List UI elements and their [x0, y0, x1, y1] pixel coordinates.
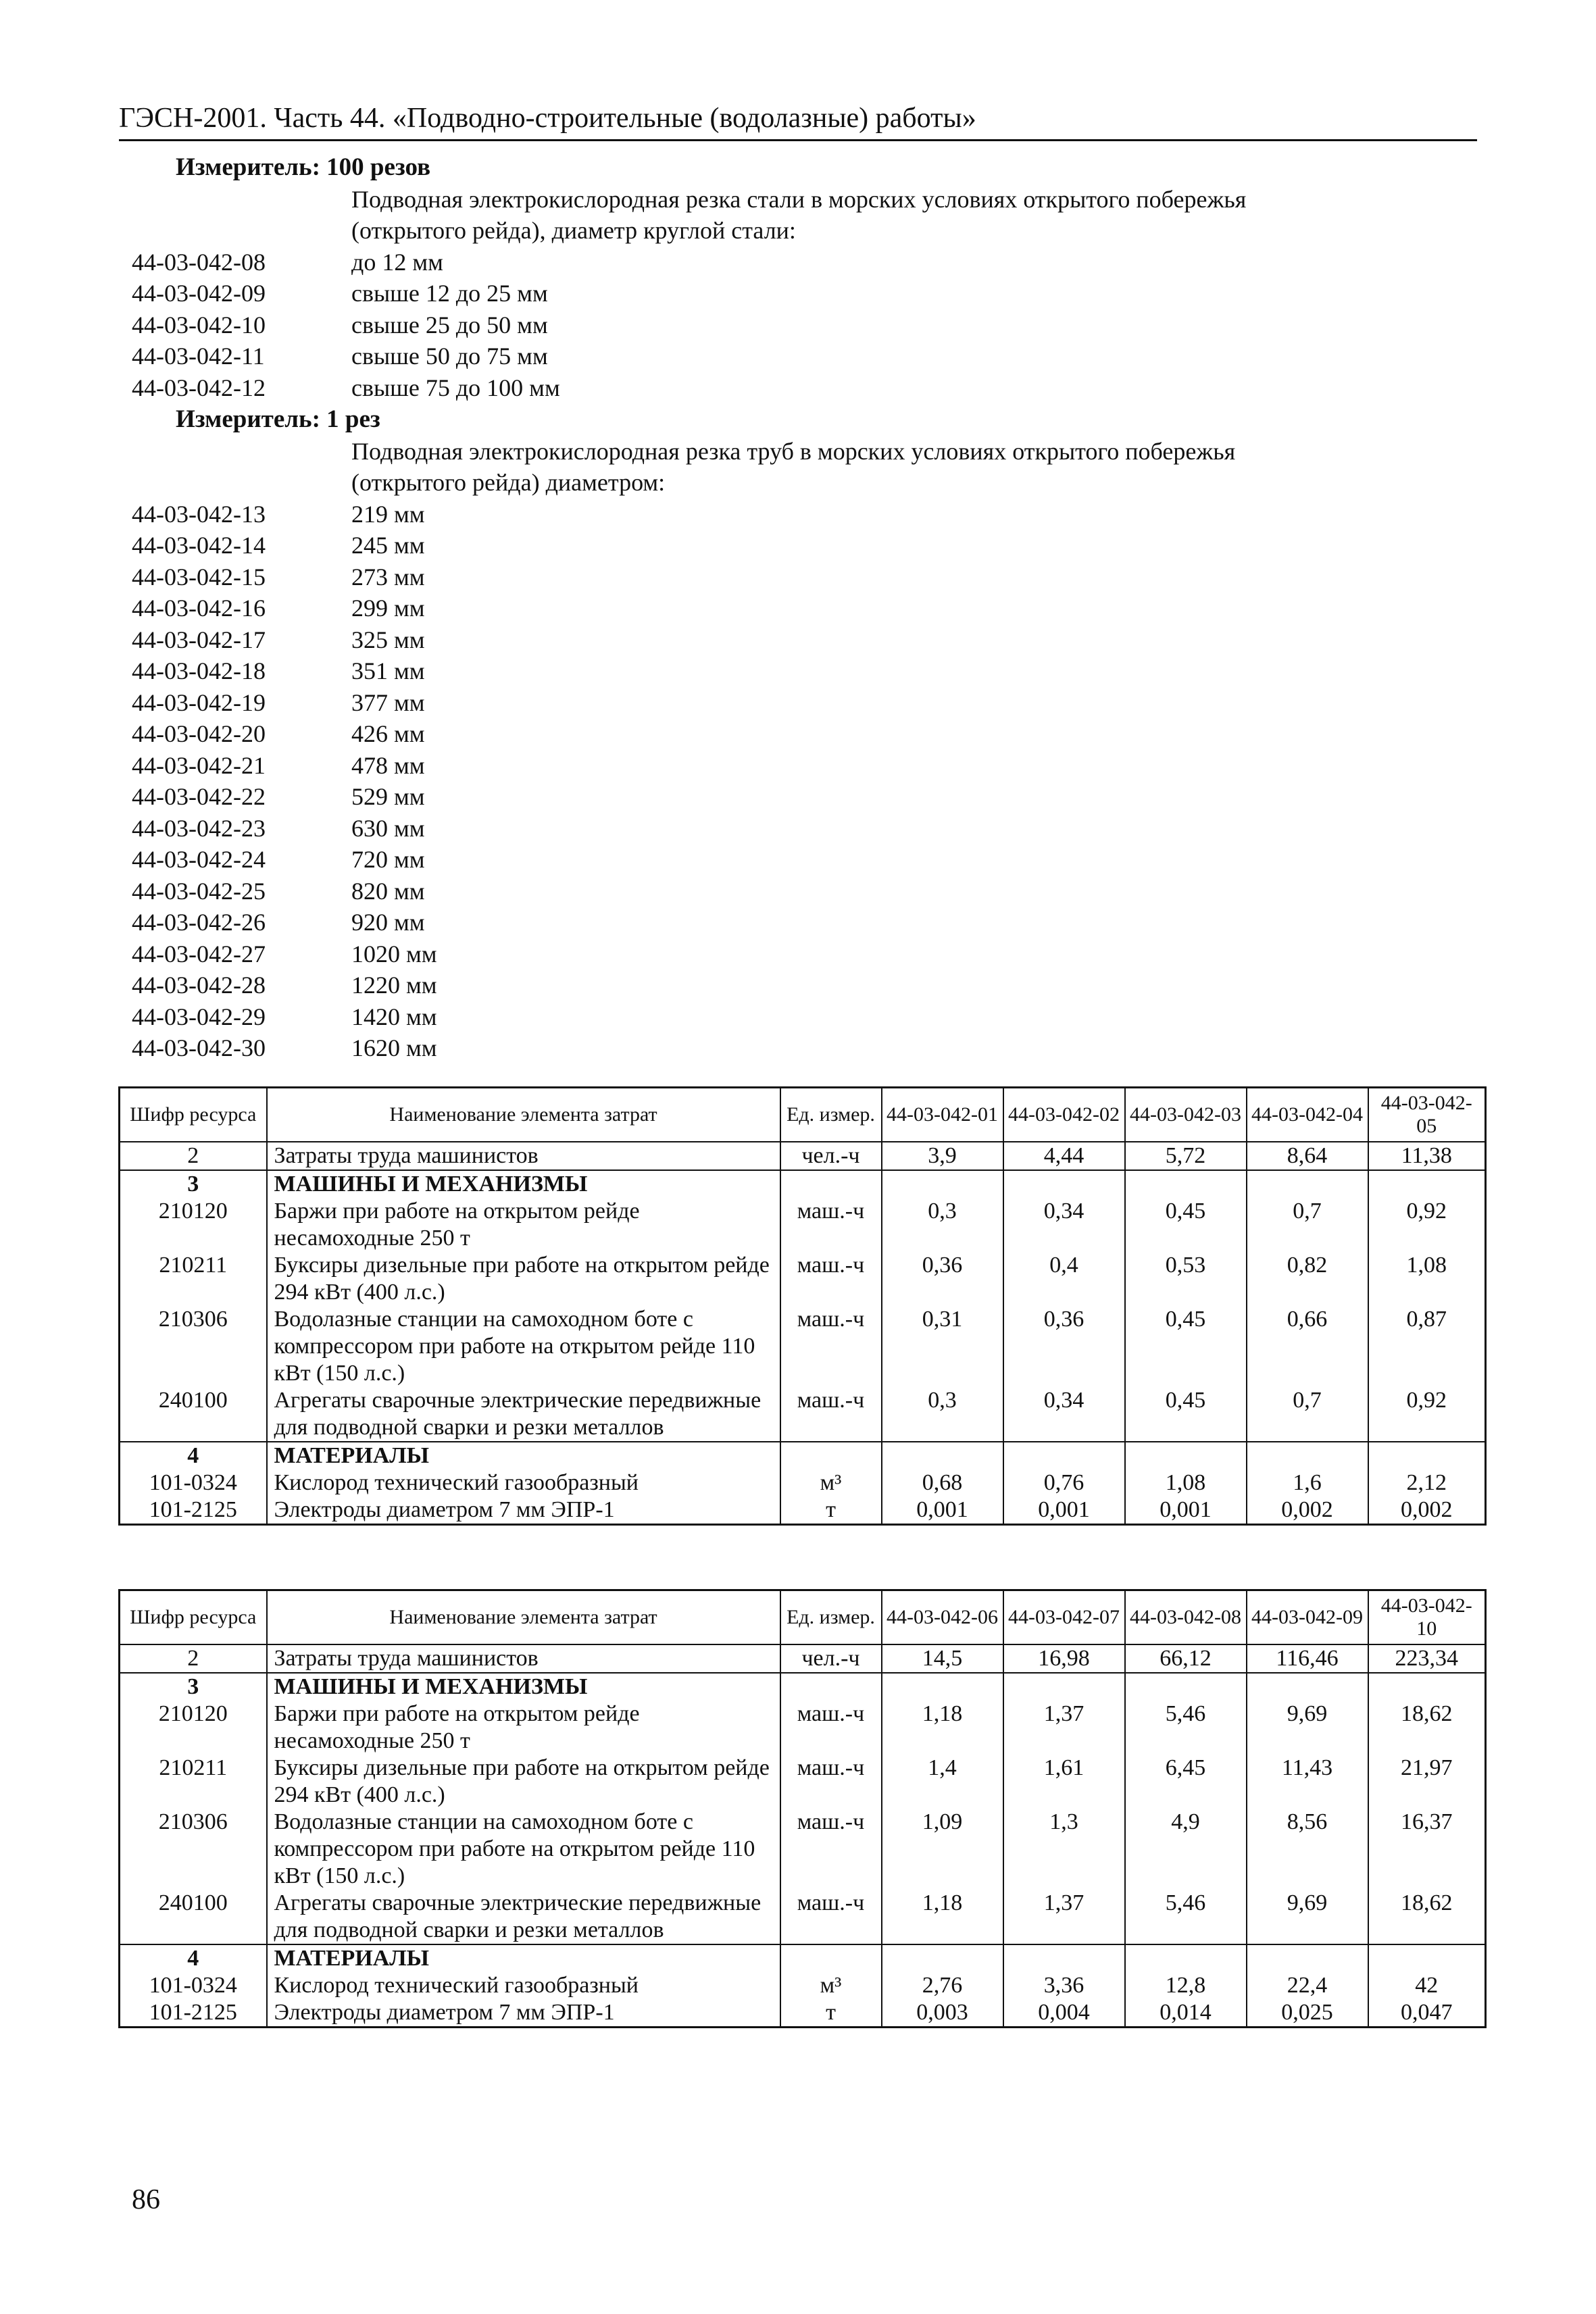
header-norm-code: 44-03-042-04: [1247, 1088, 1368, 1142]
norm-value: 529 мм: [351, 783, 425, 810]
description-text: (открытого рейда), диаметр круглой стали:: [351, 217, 796, 244]
value-cell: 8,56: [1247, 1809, 1368, 1890]
description-line: [132, 436, 1449, 468]
measure-line: [132, 404, 1449, 436]
resource-code: 101-0324: [120, 1469, 267, 1496]
norm-code: 44-03-042-26: [132, 909, 266, 936]
table-row: [120, 1809, 1486, 1890]
resource-name: Водолазные станции на самоходном боте с компрессором при работе на открытом рейде 110 кВт (150 л.с.): [267, 1306, 780, 1387]
value-cell: 0,45: [1125, 1198, 1247, 1252]
description-text: Подводная электрокислородная резка труб в морских условиях открытого побережья: [351, 437, 1236, 465]
value-cell: 116,46: [1247, 1644, 1368, 1673]
description-line: [132, 184, 1449, 216]
norm-value: 299 мм: [351, 595, 425, 622]
table-row: [120, 1644, 1486, 1673]
value-cell: 6,45: [1125, 1755, 1247, 1809]
value-cell: 1,09: [882, 1809, 1003, 1890]
value-cell: 0,31: [882, 1306, 1003, 1387]
norm-value: свыше 12 до 25 мм: [351, 280, 548, 307]
unit: [780, 1673, 882, 1701]
unit: маш.-ч: [780, 1306, 882, 1387]
resource-code: 101-2125: [120, 1999, 267, 2028]
resource-code: 101-0324: [120, 1972, 267, 1999]
value-cell: 0,001: [1125, 1496, 1247, 1525]
resource-table-2: [118, 1589, 1487, 2028]
measure-label: Измеритель: 1 рез: [176, 405, 380, 433]
value-cell: 0,53: [1125, 1252, 1247, 1306]
value-cell: [882, 1944, 1003, 1972]
resource-name: Электроды диаметром 7 мм ЭПР-1: [267, 1999, 780, 2028]
resource-code: 3: [120, 1673, 267, 1701]
value-cell: 1,3: [1003, 1809, 1125, 1890]
value-cell: [1003, 1944, 1125, 1972]
resource-name: Буксиры дизельные при работе на открытом рейде 294 кВт (400 л.с.): [267, 1755, 780, 1809]
value-cell: 8,64: [1247, 1142, 1368, 1170]
value-cell: [1247, 1944, 1368, 1972]
value-cell: [1125, 1673, 1247, 1701]
value-cell: 0,001: [1003, 1496, 1125, 1525]
resource-code: 210306: [120, 1809, 267, 1890]
unit: [780, 1944, 882, 1972]
value-cell: 1,18: [882, 1701, 1003, 1755]
header-norm-code: 44-03-042-09: [1247, 1590, 1368, 1645]
unit: маш.-ч: [780, 1198, 882, 1252]
resource-name: Электроды диаметром 7 мм ЭПР-1: [267, 1496, 780, 1525]
value-cell: 4,44: [1003, 1142, 1125, 1170]
value-cell: 1,37: [1003, 1701, 1125, 1755]
value-cell: 0,014: [1125, 1999, 1247, 2028]
value-cell: 1,4: [882, 1755, 1003, 1809]
norm-value: до 12 мм: [351, 248, 443, 276]
norm-code: 44-03-042-14: [132, 532, 266, 559]
header-unit: Ед. измер.: [780, 1590, 882, 1645]
value-cell: 1,18: [882, 1890, 1003, 1944]
resource-code: 3: [120, 1170, 267, 1198]
header-unit: Ед. измер.: [780, 1088, 882, 1142]
header-norm-code: 44-03-042-08: [1125, 1590, 1247, 1645]
resource-name: МАТЕРИАЛЫ: [267, 1442, 780, 1469]
norm-item: [132, 341, 1449, 372]
resource-code: 210120: [120, 1198, 267, 1252]
unit: чел.-ч: [780, 1644, 882, 1673]
value-cell: 0,001: [882, 1496, 1003, 1525]
norm-code: 44-03-042-09: [132, 280, 266, 307]
norm-value: свыше 50 до 75 мм: [351, 343, 548, 370]
header-norm-code: 44-03-042-02: [1003, 1088, 1125, 1142]
value-cell: 2,76: [882, 1972, 1003, 1999]
table-row: [120, 1387, 1486, 1442]
value-cell: 1,08: [1125, 1469, 1247, 1496]
norm-code: 44-03-042-18: [132, 657, 266, 684]
header-norm-code: 44-03-042-03: [1125, 1088, 1247, 1142]
norm-value: 273 мм: [351, 563, 425, 590]
header-code: Шифр ресурса: [120, 1088, 267, 1142]
value-cell: 18,62: [1368, 1701, 1486, 1755]
norm-code: 44-03-042-28: [132, 972, 266, 999]
resource-code: 210306: [120, 1306, 267, 1387]
value-cell: 0,87: [1368, 1306, 1486, 1387]
value-cell: 12,8: [1125, 1972, 1247, 1999]
header-name: Наименование элемента затрат: [267, 1590, 780, 1645]
resource-code: 240100: [120, 1387, 267, 1442]
value-cell: 0,45: [1125, 1306, 1247, 1387]
value-cell: [1247, 1442, 1368, 1469]
resource-name: Затраты труда машинистов: [267, 1142, 780, 1170]
resource-code: 210211: [120, 1755, 267, 1809]
norm-item: [132, 907, 1449, 938]
table-row: [120, 1496, 1486, 1525]
table-row: [120, 1944, 1486, 1972]
value-cell: 0,34: [1003, 1387, 1125, 1442]
value-cell: 16,98: [1003, 1644, 1125, 1673]
resource-code: 210211: [120, 1252, 267, 1306]
norm-code: 44-03-042-12: [132, 374, 266, 401]
value-cell: 5,72: [1125, 1142, 1247, 1170]
resource-code: 2: [120, 1142, 267, 1170]
norm-value: 720 мм: [351, 846, 425, 873]
header-name: Наименование элемента затрат: [267, 1088, 780, 1142]
norm-item: [132, 309, 1449, 341]
norm-code: 44-03-042-08: [132, 248, 266, 276]
section-steel-cutting: [132, 152, 1449, 403]
resource-name: Кислород технический газообразный: [267, 1469, 780, 1496]
value-cell: 0,7: [1247, 1198, 1368, 1252]
table-row: [120, 1252, 1486, 1306]
resource-table-1: [118, 1086, 1487, 1526]
resource-code: 4: [120, 1944, 267, 1972]
table-row: [120, 1890, 1486, 1944]
value-cell: 18,62: [1368, 1890, 1486, 1944]
norm-value: 351 мм: [351, 657, 425, 684]
norm-code: 44-03-042-15: [132, 563, 266, 590]
norm-item: [132, 278, 1449, 309]
unit: маш.-ч: [780, 1387, 882, 1442]
value-cell: 21,97: [1368, 1755, 1486, 1809]
norm-item: [132, 499, 1449, 530]
unit: м³: [780, 1469, 882, 1496]
norm-code: 44-03-042-30: [132, 1034, 266, 1061]
norm-value: 1620 мм: [351, 1034, 437, 1061]
header-norm-code: 44-03-042-05: [1368, 1088, 1486, 1142]
value-cell: [1003, 1170, 1125, 1198]
norm-code: 44-03-042-19: [132, 688, 266, 716]
value-cell: 1,37: [1003, 1890, 1125, 1944]
norm-value: свыше 25 до 50 мм: [351, 311, 548, 338]
norm-item: [132, 1001, 1449, 1033]
resource-name: Затраты труда машинистов: [267, 1644, 780, 1673]
norm-code: 44-03-042-22: [132, 783, 266, 810]
value-cell: 0,002: [1247, 1496, 1368, 1525]
value-cell: 5,46: [1125, 1701, 1247, 1755]
norm-item: [132, 593, 1449, 624]
unit: т: [780, 1496, 882, 1525]
norm-item: [132, 687, 1449, 719]
resource-name: МАШИНЫ И МЕХАНИЗМЫ: [267, 1170, 780, 1198]
header-norm-code: 44-03-042-07: [1003, 1590, 1125, 1645]
norm-item: [132, 844, 1449, 876]
value-cell: [1368, 1442, 1486, 1469]
page-number: 86: [132, 2184, 160, 2215]
norm-item: [132, 1032, 1449, 1064]
norm-code: 44-03-042-13: [132, 500, 266, 528]
resource-code: 2: [120, 1644, 267, 1673]
norm-item: [132, 876, 1449, 907]
value-cell: [1368, 1170, 1486, 1198]
table-row: [120, 1701, 1486, 1755]
value-cell: [1368, 1944, 1486, 1972]
norm-value: свыше 75 до 100 мм: [351, 374, 560, 401]
norm-value: 1420 мм: [351, 1003, 437, 1030]
table-row: [120, 1999, 1486, 2028]
unit: т: [780, 1999, 882, 2028]
unit: маш.-ч: [780, 1890, 882, 1944]
norm-item: [132, 561, 1449, 593]
value-cell: 1,61: [1003, 1755, 1125, 1809]
value-cell: [882, 1442, 1003, 1469]
value-cell: 0,34: [1003, 1198, 1125, 1252]
unit: чел.-ч: [780, 1142, 882, 1170]
unit: маш.-ч: [780, 1701, 882, 1755]
value-cell: 3,9: [882, 1142, 1003, 1170]
norm-value: 1220 мм: [351, 972, 437, 999]
resource-name: Буксиры дизельные при работе на открытом рейде 294 кВт (400 л.с.): [267, 1252, 780, 1306]
header-norm-code: 44-03-042-01: [882, 1088, 1003, 1142]
value-cell: [1247, 1673, 1368, 1701]
table-row: [120, 1972, 1486, 1999]
value-cell: [882, 1170, 1003, 1198]
value-cell: 0,36: [882, 1252, 1003, 1306]
value-cell: 22,4: [1247, 1972, 1368, 1999]
value-cell: 0,76: [1003, 1469, 1125, 1496]
value-cell: 0,36: [1003, 1306, 1125, 1387]
measure-label: Измеритель: 100 резов: [176, 153, 431, 181]
description-line: [132, 467, 1449, 499]
value-cell: [1125, 1442, 1247, 1469]
header-code: Шифр ресурса: [120, 1590, 267, 1645]
norm-code: 44-03-042-23: [132, 814, 266, 842]
value-cell: 11,38: [1368, 1142, 1486, 1170]
norm-code: 44-03-042-16: [132, 595, 266, 622]
unit: маш.-ч: [780, 1809, 882, 1890]
norm-code: 44-03-042-11: [132, 343, 265, 370]
value-cell: [1003, 1442, 1125, 1469]
value-cell: 0,7: [1247, 1387, 1368, 1442]
norm-code: 44-03-042-17: [132, 626, 266, 653]
norm-item: [132, 530, 1449, 561]
table-row: [120, 1755, 1486, 1809]
value-cell: 0,82: [1247, 1252, 1368, 1306]
norm-item: [132, 247, 1449, 278]
resource-name: Водолазные станции на самоходном боте с компрессором при работе на открытом рейде 110 кВт (150 л.с.): [267, 1809, 780, 1890]
value-cell: 0,92: [1368, 1387, 1486, 1442]
resource-name: МАШИНЫ И МЕХАНИЗМЫ: [267, 1673, 780, 1701]
value-cell: 5,46: [1125, 1890, 1247, 1944]
norm-code: 44-03-042-20: [132, 720, 266, 747]
norm-code: 44-03-042-24: [132, 846, 266, 873]
norm-item: [132, 970, 1449, 1001]
value-cell: 0,047: [1368, 1999, 1486, 2028]
resource-name: Кислород технический газообразный: [267, 1972, 780, 1999]
value-cell: [1125, 1170, 1247, 1198]
norm-item: [132, 813, 1449, 845]
value-cell: [1247, 1170, 1368, 1198]
value-cell: [1003, 1673, 1125, 1701]
value-cell: 0,66: [1247, 1306, 1368, 1387]
table-row: [120, 1469, 1486, 1496]
value-cell: 0,45: [1125, 1387, 1247, 1442]
norm-item: [132, 938, 1449, 970]
table-row: [120, 1442, 1486, 1469]
norm-value: 426 мм: [351, 720, 425, 747]
table-row: [120, 1306, 1486, 1387]
unit: м³: [780, 1972, 882, 1999]
resource-name: Баржи при работе на открытом рейде несамоходные 250 т: [267, 1198, 780, 1252]
value-cell: 42: [1368, 1972, 1486, 1999]
norm-item: [132, 372, 1449, 404]
unit: [780, 1170, 882, 1198]
value-cell: 1,08: [1368, 1252, 1486, 1306]
value-cell: 0,92: [1368, 1198, 1486, 1252]
norm-code: 44-03-042-29: [132, 1003, 266, 1030]
norm-value: 245 мм: [351, 532, 425, 559]
value-cell: 66,12: [1125, 1644, 1247, 1673]
norm-code: 44-03-042-10: [132, 311, 266, 338]
description-text: Подводная электрокислородная резка стали в морских условиях открытого побережья: [351, 185, 1247, 213]
value-cell: 0,004: [1003, 1999, 1125, 2028]
value-cell: 3,36: [1003, 1972, 1125, 1999]
table-row: [120, 1170, 1486, 1198]
resource-name: МАТЕРИАЛЫ: [267, 1944, 780, 1972]
value-cell: 9,69: [1247, 1701, 1368, 1755]
unit: маш.-ч: [780, 1252, 882, 1306]
resource-code: 210120: [120, 1701, 267, 1755]
unit: маш.-ч: [780, 1755, 882, 1809]
section-pipe-cutting: [132, 404, 1449, 1064]
norm-code: 44-03-042-21: [132, 751, 266, 779]
resource-code: 4: [120, 1442, 267, 1469]
resource-code: 240100: [120, 1890, 267, 1944]
value-cell: 0,002: [1368, 1496, 1486, 1525]
value-cell: 16,37: [1368, 1809, 1486, 1890]
norm-value: 219 мм: [351, 500, 425, 528]
value-cell: 4,9: [1125, 1809, 1247, 1890]
header-norm-code: 44-03-042-10: [1368, 1590, 1486, 1645]
table-row: [120, 1142, 1486, 1170]
norm-item: [132, 781, 1449, 813]
value-cell: 0,003: [882, 1999, 1003, 2028]
value-cell: 1,6: [1247, 1469, 1368, 1496]
table-row: [120, 1198, 1486, 1252]
value-cell: [1125, 1944, 1247, 1972]
value-cell: 0,3: [882, 1198, 1003, 1252]
value-cell: 0,68: [882, 1469, 1003, 1496]
measure-line: [132, 152, 1449, 184]
norm-value: 1020 мм: [351, 940, 437, 967]
value-cell: 11,43: [1247, 1755, 1368, 1809]
value-cell: [882, 1673, 1003, 1701]
description-line: [132, 215, 1449, 247]
value-cell: 223,34: [1368, 1644, 1486, 1673]
description-text: (открытого рейда) диаметром:: [351, 469, 666, 496]
value-cell: 2,12: [1368, 1469, 1486, 1496]
resource-name: Агрегаты сварочные электрические передвижные для подводной сварки и резки металлов: [267, 1387, 780, 1442]
unit: [780, 1442, 882, 1469]
norm-item: [132, 750, 1449, 782]
value-cell: 0,3: [882, 1387, 1003, 1442]
value-cell: 14,5: [882, 1644, 1003, 1673]
table-row: [120, 1673, 1486, 1701]
norm-code: 44-03-042-27: [132, 940, 266, 967]
norm-code: 44-03-042-25: [132, 877, 266, 905]
value-cell: 0,4: [1003, 1252, 1125, 1306]
norm-value: 920 мм: [351, 909, 425, 936]
header-norm-code: 44-03-042-06: [882, 1590, 1003, 1645]
resource-code: 101-2125: [120, 1496, 267, 1525]
value-cell: 9,69: [1247, 1890, 1368, 1944]
value-cell: 0,025: [1247, 1999, 1368, 2028]
norm-item: [132, 718, 1449, 750]
norm-value: 478 мм: [351, 751, 425, 779]
norm-value: 630 мм: [351, 814, 425, 842]
norm-item: [132, 655, 1449, 687]
norm-value: 377 мм: [351, 688, 425, 716]
page-header: ГЭСН-2001. Часть 44. «Подводно-строительные (водолазные) работы»: [119, 101, 1477, 141]
resource-name: Агрегаты сварочные электрические передвижные для подводной сварки и резки металлов: [267, 1890, 780, 1944]
value-cell: [1368, 1673, 1486, 1701]
resource-name: Баржи при работе на открытом рейде несамоходные 250 т: [267, 1701, 780, 1755]
norm-value: 325 мм: [351, 626, 425, 653]
norm-item: [132, 624, 1449, 656]
norm-value: 820 мм: [351, 877, 425, 905]
